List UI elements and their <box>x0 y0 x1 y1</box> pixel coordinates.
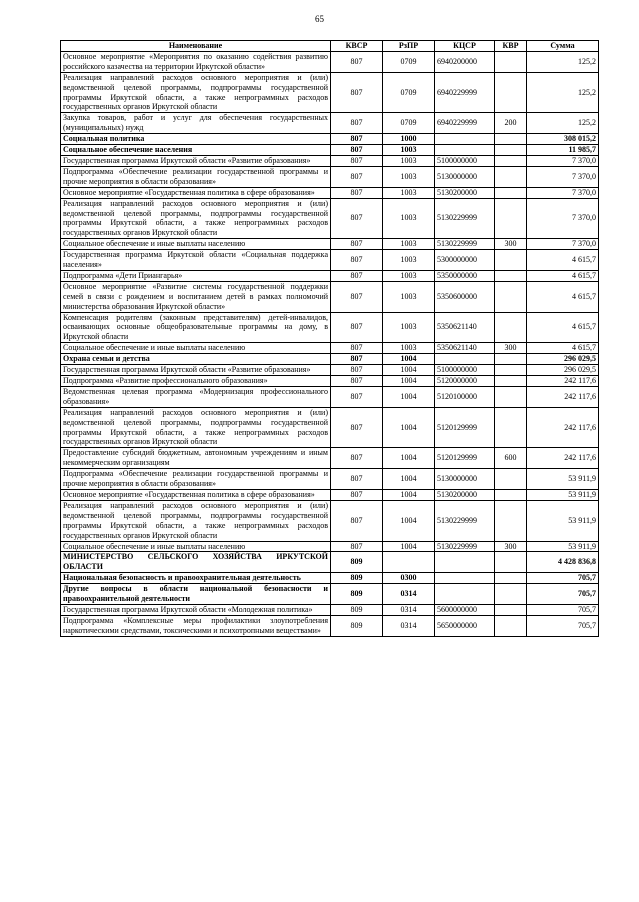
cell-sum: 242 117,6 <box>527 376 599 387</box>
col-header-kcsr: КЦСР <box>435 41 495 52</box>
table-row <box>61 448 599 469</box>
table-row <box>61 51 599 72</box>
cell-sum: 11 985,7 <box>527 145 599 156</box>
cell-kvsr: 807 <box>331 281 383 312</box>
cell-name: Социальное обеспечение населения <box>61 145 331 156</box>
cell-name: Национальная безопасность и правоохранительная деятельность <box>61 573 331 584</box>
cell-kvr <box>495 312 527 343</box>
cell-kvr <box>495 386 527 407</box>
cell-kcsr <box>435 552 495 573</box>
cell-rzpr <box>383 552 435 573</box>
cell-sum: 4 615,7 <box>527 270 599 281</box>
cell-sum: 242 117,6 <box>527 448 599 469</box>
cell-rzpr: 1004 <box>383 541 435 552</box>
cell-kcsr: 5100000000 <box>435 365 495 376</box>
cell-sum: 242 117,6 <box>527 386 599 407</box>
cell-kcsr: 5650000000 <box>435 615 495 636</box>
cell-sum: 53 911,9 <box>527 541 599 552</box>
cell-kvsr: 807 <box>331 376 383 387</box>
cell-kvsr: 807 <box>331 541 383 552</box>
cell-kcsr <box>435 354 495 365</box>
cell-name: Подпрограмма «Развитие профессионального образования» <box>61 376 331 387</box>
cell-rzpr: 0314 <box>383 584 435 605</box>
cell-kvsr: 807 <box>331 187 383 198</box>
cell-kvr <box>495 365 527 376</box>
cell-sum: 296 029,5 <box>527 365 599 376</box>
cell-kcsr: 6940229999 <box>435 113 495 134</box>
cell-kcsr: 5100000000 <box>435 155 495 166</box>
cell-name: Предоставление субсидий бюджетным, автономным учреждениям и иным некоммерческим организациям <box>61 448 331 469</box>
cell-sum: 53 911,9 <box>527 500 599 541</box>
cell-sum: 4 615,7 <box>527 343 599 354</box>
cell-sum: 7 370,0 <box>527 198 599 239</box>
col-header-kvsr: КВСР <box>331 41 383 52</box>
cell-rzpr: 0709 <box>383 72 435 113</box>
cell-name: Компенсация родителям (законным представителям) детей-инвалидов, осваивающих основные общеобразовательные программы на дому, в Иркутской области <box>61 312 331 343</box>
cell-name: Подпрограмма «Дети Приангарья» <box>61 270 331 281</box>
cell-rzpr: 1004 <box>383 489 435 500</box>
cell-kvr <box>495 489 527 500</box>
cell-rzpr: 1004 <box>383 500 435 541</box>
cell-kvsr: 807 <box>331 354 383 365</box>
cell-name: Реализация направлений расходов основного мероприятия и (или) ведомственной целевой программы, подпрограммы государственной программы Иркутской области, а также непрограммных расходов государственных органов Иркутской области <box>61 198 331 239</box>
cell-kvr <box>495 354 527 365</box>
col-header-rzpr: РзПР <box>383 41 435 52</box>
cell-kvr: 300 <box>495 541 527 552</box>
cell-sum: 4 615,7 <box>527 250 599 271</box>
table-header-row <box>61 41 599 52</box>
cell-rzpr: 0314 <box>383 615 435 636</box>
cell-rzpr: 1003 <box>383 198 435 239</box>
cell-kvsr: 809 <box>331 615 383 636</box>
cell-name: Подпрограмма «Комплексные меры профилактики злоупотребления наркотическими средствами, токсическими и психотропными веществами» <box>61 615 331 636</box>
cell-kcsr: 5350621140 <box>435 343 495 354</box>
table-row <box>61 343 599 354</box>
table-row <box>61 376 599 387</box>
cell-kcsr: 5130229999 <box>435 239 495 250</box>
cell-kvr: 300 <box>495 343 527 354</box>
cell-rzpr: 0709 <box>383 113 435 134</box>
cell-kvsr: 809 <box>331 573 383 584</box>
cell-kcsr: 6940200000 <box>435 51 495 72</box>
cell-name: Реализация направлений расходов основного мероприятия и (или) ведомственной целевой программы, подпрограммы государственной программы Иркутской области, а также непрограммных расходов государственных органов Иркутской области <box>61 72 331 113</box>
cell-rzpr: 1000 <box>383 134 435 145</box>
cell-sum: 4 428 836,8 <box>527 552 599 573</box>
cell-kcsr: 5350621140 <box>435 312 495 343</box>
cell-kcsr <box>435 573 495 584</box>
cell-name: Основное мероприятие «Мероприятия по оказанию содействия развитию российского казачества на территории Иркутской области» <box>61 51 331 72</box>
col-header-name: Наименование <box>61 41 331 52</box>
cell-rzpr: 1004 <box>383 448 435 469</box>
cell-kvr <box>495 573 527 584</box>
cell-kvsr: 807 <box>331 500 383 541</box>
table-row <box>61 198 599 239</box>
cell-kvsr: 807 <box>331 239 383 250</box>
cell-kcsr: 5130000000 <box>435 469 495 490</box>
cell-kcsr: 5350600000 <box>435 281 495 312</box>
cell-name: Государственная программа Иркутской области «Социальная поддержка населения» <box>61 250 331 271</box>
table-row <box>61 386 599 407</box>
cell-sum: 242 117,6 <box>527 407 599 448</box>
cell-kvsr: 807 <box>331 134 383 145</box>
cell-sum: 4 615,7 <box>527 312 599 343</box>
cell-name: Основное мероприятие «Государственная политика в сфере образования» <box>61 187 331 198</box>
cell-name: Социальная политика <box>61 134 331 145</box>
cell-kvr <box>495 469 527 490</box>
cell-rzpr: 1003 <box>383 239 435 250</box>
table-row <box>61 250 599 271</box>
cell-name: Основное мероприятие «Развитие системы государственной поддержки семей в связи с рождением и воспитанием детей в рамках полномочий министерства образования Иркутской области» <box>61 281 331 312</box>
cell-kvr <box>495 604 527 615</box>
table-row <box>61 469 599 490</box>
cell-rzpr: 1003 <box>383 145 435 156</box>
table-row <box>61 166 599 187</box>
cell-kvr <box>495 187 527 198</box>
cell-rzpr: 1004 <box>383 469 435 490</box>
cell-sum: 705,7 <box>527 615 599 636</box>
cell-kcsr: 5120100000 <box>435 386 495 407</box>
cell-kvr <box>495 270 527 281</box>
cell-kcsr <box>435 584 495 605</box>
cell-name: Социальное обеспечение и иные выплаты населению <box>61 239 331 250</box>
cell-kvr <box>495 72 527 113</box>
cell-kvsr: 807 <box>331 270 383 281</box>
table-row <box>61 584 599 605</box>
cell-sum: 53 911,9 <box>527 469 599 490</box>
cell-rzpr: 1004 <box>383 407 435 448</box>
cell-rzpr: 1003 <box>383 155 435 166</box>
table-row <box>61 270 599 281</box>
cell-name: Реализация направлений расходов основного мероприятия и (или) ведомственной целевой программы, подпрограммы государственной программы Иркутской области, а также непрограммных расходов государственных органов Иркутской области <box>61 407 331 448</box>
table-row <box>61 500 599 541</box>
cell-rzpr: 1004 <box>383 376 435 387</box>
cell-rzpr: 1003 <box>383 281 435 312</box>
budget-table <box>60 40 599 637</box>
cell-name: Ведомственная целевая программа «Модернизация профессионального образования» <box>61 386 331 407</box>
cell-kvsr: 809 <box>331 552 383 573</box>
cell-kvr <box>495 500 527 541</box>
cell-kcsr: 5130200000 <box>435 187 495 198</box>
cell-kvr <box>495 584 527 605</box>
table-row <box>61 281 599 312</box>
cell-name: Социальное обеспечение и иные выплаты населению <box>61 541 331 552</box>
cell-kvsr: 807 <box>331 72 383 113</box>
cell-kvr <box>495 407 527 448</box>
cell-kvsr: 807 <box>331 166 383 187</box>
table-row <box>61 145 599 156</box>
cell-rzpr: 1004 <box>383 354 435 365</box>
cell-kvr <box>495 134 527 145</box>
cell-kvsr: 807 <box>331 312 383 343</box>
cell-name: Социальное обеспечение и иные выплаты населению <box>61 343 331 354</box>
table-row <box>61 573 599 584</box>
cell-kvsr: 809 <box>331 604 383 615</box>
cell-name: Подпрограмма «Обеспечение реализации государственной программы и прочие мероприятия в области образования» <box>61 469 331 490</box>
table-row <box>61 604 599 615</box>
table-row <box>61 72 599 113</box>
cell-kvsr: 807 <box>331 448 383 469</box>
cell-kvr <box>495 376 527 387</box>
cell-name: Другие вопросы в области национальной безопасности и правоохранительной деятельности <box>61 584 331 605</box>
cell-kvsr: 807 <box>331 407 383 448</box>
cell-kvsr: 807 <box>331 386 383 407</box>
cell-sum: 7 370,0 <box>527 239 599 250</box>
cell-sum: 4 615,7 <box>527 281 599 312</box>
table-row <box>61 615 599 636</box>
cell-kcsr <box>435 134 495 145</box>
cell-name: Основное мероприятие «Государственная политика в сфере образования» <box>61 489 331 500</box>
cell-kcsr: 5300000000 <box>435 250 495 271</box>
cell-name: МИНИСТЕРСТВО СЕЛЬСКОГО ХОЗЯЙСТВА ИРКУТСКОЙ ОБЛАСТИ <box>61 552 331 573</box>
cell-sum: 308 015,2 <box>527 134 599 145</box>
col-header-kvr: КВР <box>495 41 527 52</box>
cell-kcsr: 5130229999 <box>435 198 495 239</box>
cell-kvr <box>495 552 527 573</box>
cell-kvr: 300 <box>495 239 527 250</box>
cell-name: Реализация направлений расходов основного мероприятия и (или) ведомственной целевой программы, подпрограммы государственной программы Иркутской области, а также непрограммных расходов государственных органов Иркутской области <box>61 500 331 541</box>
table-row <box>61 312 599 343</box>
table-row <box>61 541 599 552</box>
cell-kcsr: 5600000000 <box>435 604 495 615</box>
cell-kvsr: 807 <box>331 469 383 490</box>
cell-sum: 705,7 <box>527 573 599 584</box>
cell-kvsr: 807 <box>331 155 383 166</box>
cell-sum: 705,7 <box>527 604 599 615</box>
cell-sum: 7 370,0 <box>527 187 599 198</box>
cell-kvsr: 807 <box>331 113 383 134</box>
cell-kcsr: 5130229999 <box>435 541 495 552</box>
cell-kvr: 600 <box>495 448 527 469</box>
cell-kcsr: 5130000000 <box>435 166 495 187</box>
cell-kcsr: 5130200000 <box>435 489 495 500</box>
cell-rzpr: 1003 <box>383 250 435 271</box>
cell-name: Государственная программа Иркутской области «Развитие образования» <box>61 365 331 376</box>
cell-sum: 125,2 <box>527 51 599 72</box>
table-row <box>61 407 599 448</box>
cell-kcsr: 5120129999 <box>435 448 495 469</box>
cell-kcsr: 5120000000 <box>435 376 495 387</box>
cell-kcsr: 6940229999 <box>435 72 495 113</box>
cell-kvsr: 807 <box>331 365 383 376</box>
cell-rzpr: 0709 <box>383 51 435 72</box>
cell-rzpr: 1003 <box>383 187 435 198</box>
cell-rzpr: 1003 <box>383 166 435 187</box>
cell-kcsr <box>435 145 495 156</box>
cell-sum: 53 911,9 <box>527 489 599 500</box>
cell-sum: 705,7 <box>527 584 599 605</box>
table-row <box>61 489 599 500</box>
page-number: 65 <box>315 14 324 24</box>
cell-kvr <box>495 51 527 72</box>
cell-sum: 296 029,5 <box>527 354 599 365</box>
cell-kvsr: 807 <box>331 343 383 354</box>
cell-rzpr: 0314 <box>383 604 435 615</box>
cell-kvr <box>495 250 527 271</box>
table-row <box>61 354 599 365</box>
cell-kvr <box>495 281 527 312</box>
cell-rzpr: 1003 <box>383 270 435 281</box>
cell-kvr <box>495 198 527 239</box>
table-row <box>61 155 599 166</box>
table-row <box>61 113 599 134</box>
cell-kvr <box>495 155 527 166</box>
cell-sum: 7 370,0 <box>527 155 599 166</box>
cell-kvr: 200 <box>495 113 527 134</box>
cell-kcsr: 5130229999 <box>435 500 495 541</box>
cell-sum: 125,2 <box>527 113 599 134</box>
cell-kcsr: 5120129999 <box>435 407 495 448</box>
cell-name: Охрана семьи и детства <box>61 354 331 365</box>
cell-kvr <box>495 166 527 187</box>
cell-kvr <box>495 615 527 636</box>
col-header-sum: Сумма <box>527 41 599 52</box>
cell-kvsr: 807 <box>331 489 383 500</box>
cell-kvsr: 809 <box>331 584 383 605</box>
cell-name: Подпрограмма «Обеспечение реализации государственной программы и прочие мероприятия в области образования» <box>61 166 331 187</box>
table-row <box>61 552 599 573</box>
cell-kvsr: 807 <box>331 198 383 239</box>
table-row <box>61 134 599 145</box>
cell-kcsr: 5350000000 <box>435 270 495 281</box>
cell-sum: 125,2 <box>527 72 599 113</box>
cell-rzpr: 1003 <box>383 343 435 354</box>
cell-name: Государственная программа Иркутской области «Развитие образования» <box>61 155 331 166</box>
cell-rzpr: 1003 <box>383 312 435 343</box>
cell-kvsr: 807 <box>331 51 383 72</box>
table-row <box>61 187 599 198</box>
cell-rzpr: 1004 <box>383 365 435 376</box>
cell-name: Закупка товаров, работ и услуг для обеспечения государственных (муниципальных) нужд <box>61 113 331 134</box>
cell-rzpr: 1004 <box>383 386 435 407</box>
cell-sum: 7 370,0 <box>527 166 599 187</box>
cell-rzpr: 0300 <box>383 573 435 584</box>
table-row <box>61 239 599 250</box>
cell-kvsr: 807 <box>331 145 383 156</box>
cell-kvsr: 807 <box>331 250 383 271</box>
cell-kvr <box>495 145 527 156</box>
table-row <box>61 365 599 376</box>
cell-name: Государственная программа Иркутской области «Молодежная политика» <box>61 604 331 615</box>
